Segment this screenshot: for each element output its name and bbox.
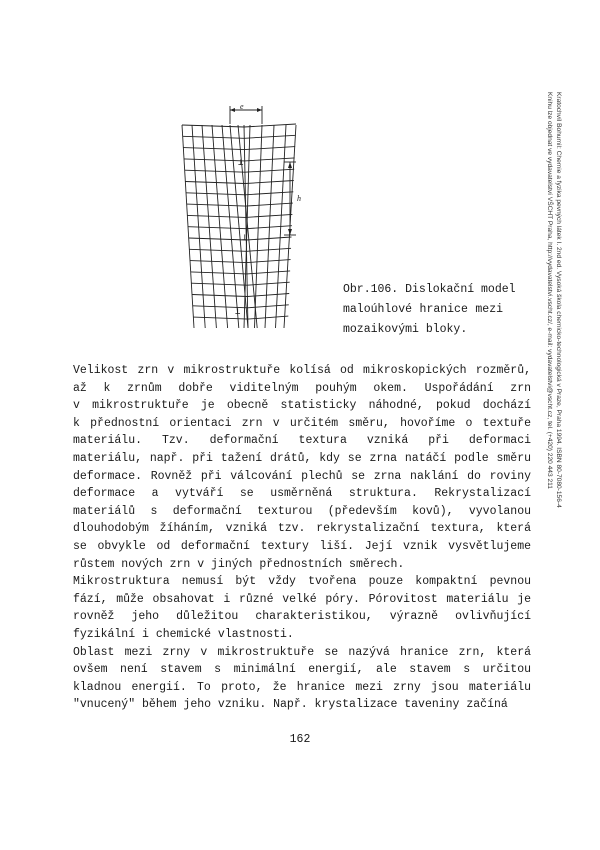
body-paragraphs bbox=[73, 362, 531, 714]
body-line: ovšem není stavem s minimální energií, ale stavem s určitou bbox=[73, 663, 531, 677]
body-line: Mikrostruktura nemusí být vždy tvořena pouze kompaktní pevnou bbox=[73, 575, 531, 589]
width-label: e bbox=[240, 102, 244, 111]
body-line: materiálu. Tzv. deformační textura vzniká při deformaci bbox=[73, 434, 531, 448]
body-line: materiálů s deformační texturou (především kovů), vyvolanou bbox=[73, 504, 531, 518]
figure-caption bbox=[343, 280, 516, 340]
dislocation-mark: ⊥ bbox=[242, 233, 248, 243]
body-line: dlouhodobým žíháním, vzniká tzv. rekrystalizační textura, která bbox=[73, 522, 531, 536]
body-line: materiálu, např. při tažení drátů, kdy se zrna natáčí podle směru bbox=[73, 451, 531, 465]
body-line: k přednostní orientaci zrn v určitém směru, hovoříme o textuře bbox=[73, 416, 531, 430]
body-line: deformace. Rovněž při válcování plechů se zrna naklání do roviny bbox=[73, 469, 531, 483]
body-line: rovněž jeho důležitou charakteristikou, výrazně ovlivňující bbox=[73, 610, 531, 624]
body-line: fyzikální i chemické vlastnosti. bbox=[73, 627, 294, 641]
body-line: fází, může obsahovat i různé velké póry. Pórovitost materiálu je bbox=[73, 592, 531, 606]
body-line: Oblast mezi zrny v mikrostruktuře se nazývá hranice zrn, která bbox=[73, 645, 531, 659]
caption-line: mozaikovými bloky. bbox=[343, 323, 468, 336]
dislocation-mark: ⊥ bbox=[238, 158, 244, 168]
spacing-label: h bbox=[297, 194, 301, 203]
page-number: 162 bbox=[289, 733, 311, 746]
dislocation-mark: ⊥ bbox=[235, 307, 241, 317]
grain-boundary-drawing bbox=[178, 100, 328, 332]
body-line: růstem nových zrn v jiných přednostních směrech. bbox=[73, 557, 405, 571]
publisher-side-note bbox=[545, 92, 562, 508]
body-line: kladnou energií. To proto, že hranice mezi zrny jsou materiálu bbox=[73, 680, 531, 694]
body-line: až k zrnům dobře viditelným pouhým okem. Uspořádání zrn bbox=[73, 381, 531, 395]
body-line: "vnucený" během jeho vzniku. Např. krystalizace taveniny začíná bbox=[73, 698, 508, 712]
caption-line: Obr.106. Dislokační model bbox=[343, 283, 516, 296]
body-line: se obvykle od deformační textury liší. Její vznik vysvětlujeme bbox=[73, 539, 531, 553]
caption-line: maloúhlové hranice mezi bbox=[343, 303, 503, 316]
dislocation-model-figure bbox=[178, 100, 328, 332]
body-line: Velikost zrn v mikrostruktuře kolísá od mikroskopických rozměrů, bbox=[73, 364, 531, 377]
body-line: deformace a vytváří se usměrněná struktura. Rekrystalizací bbox=[73, 487, 531, 501]
side-note-line: Kratochvíl Bohumil: Chemie a fyzika pevných látek I. 2nd ed. Vysoká škola chemicko-technologická v Praze, Praha 1994. ISBN 80-7080-156-4 bbox=[555, 92, 562, 508]
side-note-line: Knihu lze objednat ve vydavatelství VŠCHT Praha, http://vydavatelstvi.vscht.cz/, e-mail: vydavatelstvi@vscht.cz, tel. (+420) 220 443 211 bbox=[546, 92, 554, 489]
body-line: v mikrostruktuře je obecně statisticky náhodné, pokud dochází bbox=[73, 399, 531, 413]
